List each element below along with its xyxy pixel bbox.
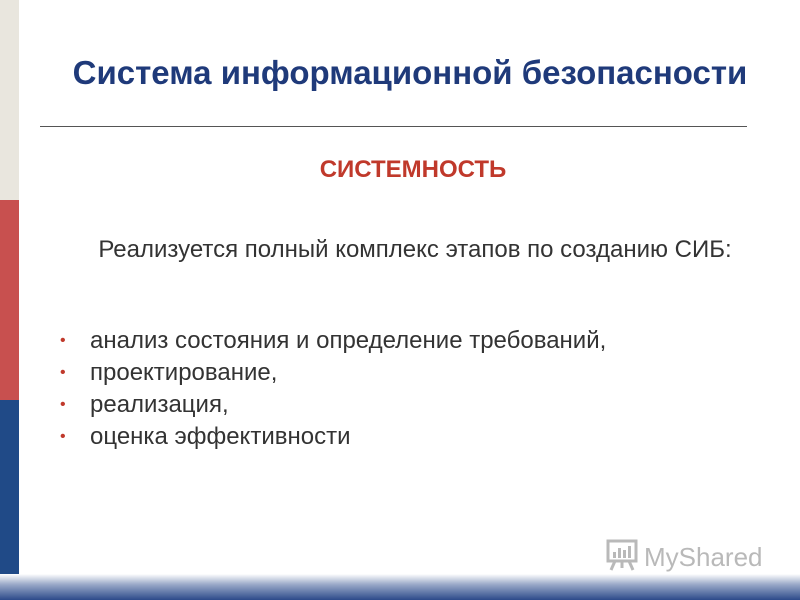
bottom-gradient-bar (0, 574, 800, 600)
presentation-board-icon (606, 538, 638, 577)
title-divider (40, 126, 747, 127)
bullet-icon: • (60, 396, 66, 413)
bullet-icon: • (60, 428, 66, 445)
slide-title: Система информационной безопасности (72, 54, 748, 91)
list-item (60, 357, 606, 389)
side-strip-middle (0, 200, 19, 400)
bullet-icon: • (60, 332, 66, 349)
bullet-text: оценка эффективности (90, 423, 351, 450)
intro-text: Реализуется полный комплекс этапов по созданию СИБ: (98, 236, 732, 263)
myshared-logo[interactable] (606, 538, 763, 577)
list-item (60, 389, 606, 421)
bullet-icon: • (60, 364, 66, 381)
list-item (60, 325, 606, 357)
slide-subtitle: СИСТЕМНОСТЬ (319, 156, 507, 183)
bullet-text: анализ состояния и определение требований, (90, 327, 607, 354)
logo-text: MyShared (644, 542, 763, 572)
side-strip-bottom (0, 400, 19, 600)
bullet-list (60, 325, 606, 453)
bullet-text: реализация, (90, 391, 229, 418)
list-item (60, 421, 606, 453)
bullet-text: проектирование, (90, 359, 278, 386)
